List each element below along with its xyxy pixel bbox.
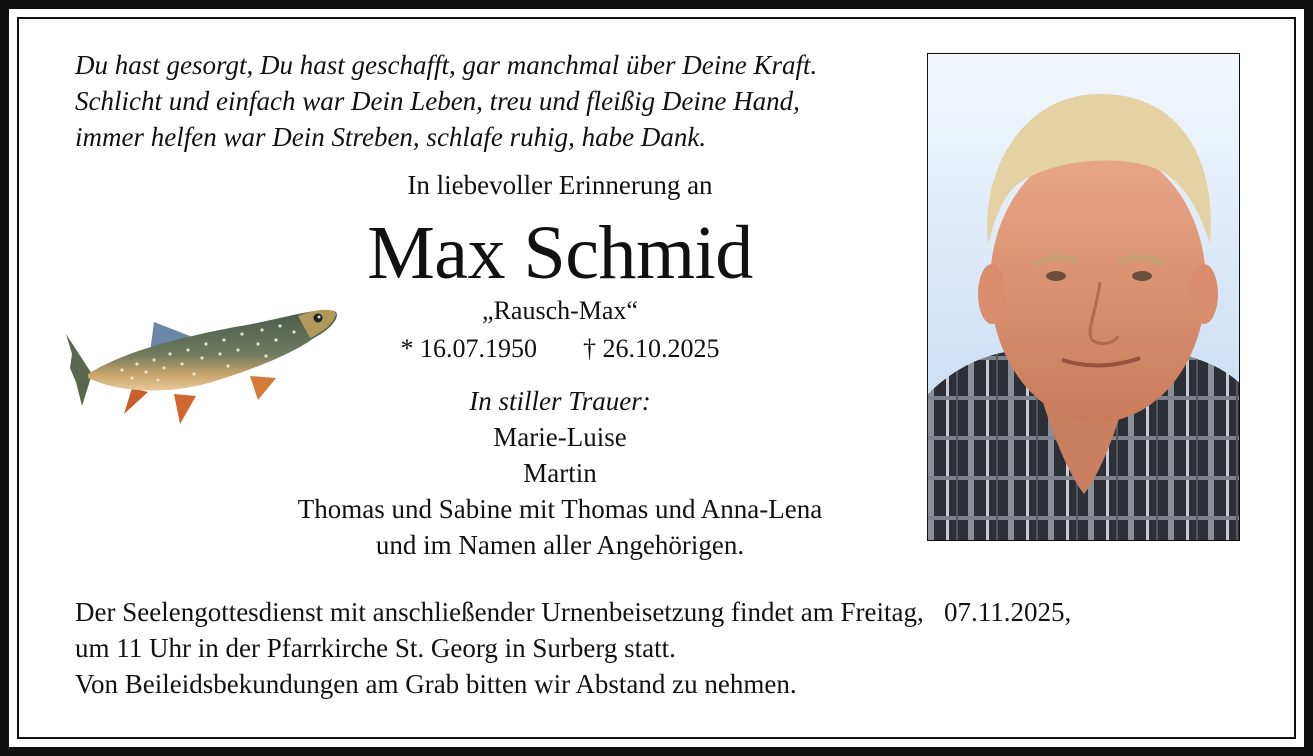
portrait-photo [927, 53, 1240, 541]
mourner-1: Marie-Luise [493, 422, 627, 452]
service-line-3: Von Beileidsbekundungen am Grab bitten wir Abstand zu nehmen. [75, 669, 797, 699]
service-notice [75, 594, 1071, 702]
fish-icon [62, 296, 342, 431]
death-date: † 26.10.2025 [583, 334, 720, 363]
intro-text: In liebevoller Erinnerung an [407, 170, 713, 200]
portrait-icon [928, 54, 1240, 541]
service-line-1: Der Seelengottesdienst mit anschließender Urnenbeisetzung findet am Freitag, 07.11.2025, [75, 597, 1072, 627]
mourner-2: Martin [523, 458, 597, 488]
poem-line-2: Schlicht und einfach war Dein Leben, treu und fleißig Deine Hand, [75, 86, 800, 116]
service-line-2: um 11 Uhr in der Pfarrkirche St. Georg in Surberg statt. [75, 633, 676, 663]
deceased-name: Max Schmid [367, 211, 753, 295]
poem-line-1: Du hast gesorgt, Du hast geschafft, gar manchmal über Deine Kraft. [75, 50, 818, 80]
mourners-lead: In stiller Trauer: [469, 386, 651, 416]
mourners-block [250, 383, 870, 563]
poem-line-3: immer helfen war Dein Streben, schlafe ruhig, habe Dank. [75, 122, 707, 152]
mourner-3: Thomas und Sabine mit Thomas und Anna-Lena [297, 494, 823, 524]
birth-date: * 16.07.1950 [400, 334, 537, 363]
poem [75, 47, 817, 155]
nickname: „Rausch-Max“ [482, 296, 638, 325]
life-dates [250, 334, 870, 364]
mourner-4: und im Namen aller Angehörigen. [375, 530, 745, 560]
